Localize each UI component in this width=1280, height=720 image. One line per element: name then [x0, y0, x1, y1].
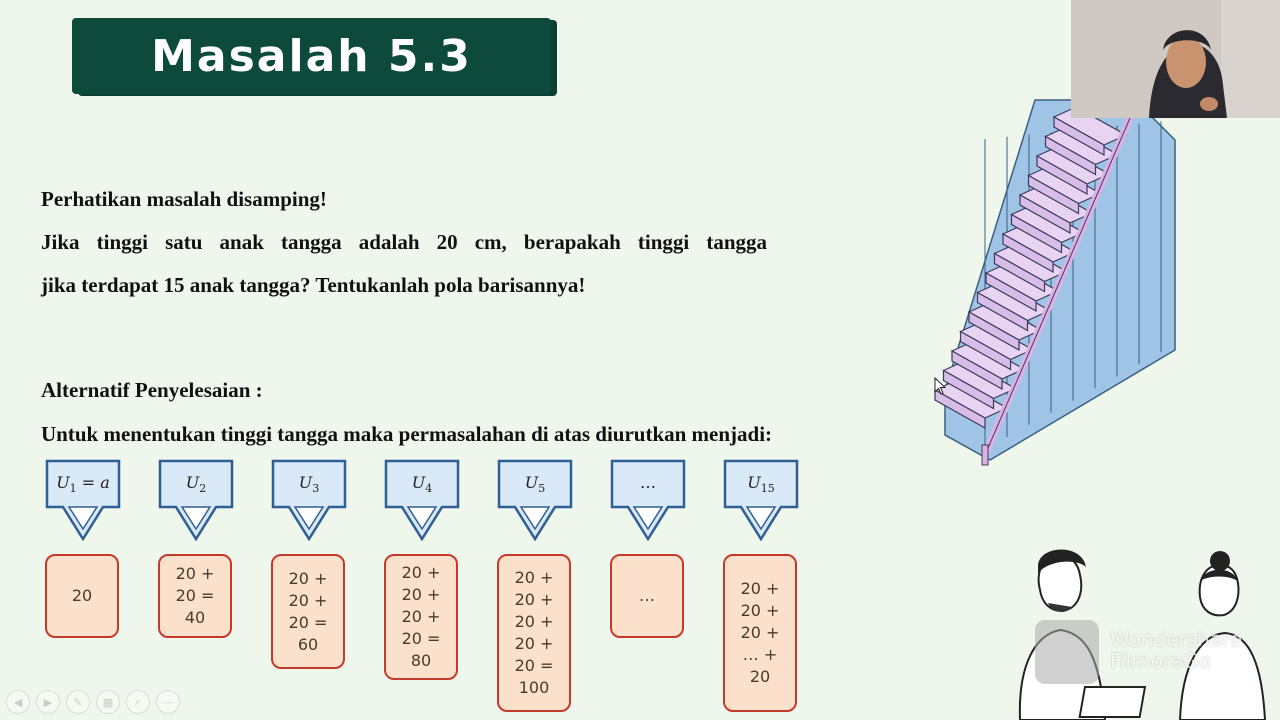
slides-icon[interactable]: ▦ — [96, 690, 120, 714]
term-column — [45, 459, 121, 605]
problem-line-2: Jika tinggi satu anak tangga adalah 20 cm, berapakah tinggi tangga — [41, 230, 767, 254]
watermark — [1110, 628, 1242, 672]
more-icon[interactable]: ⋯ — [156, 690, 180, 714]
next-icon[interactable]: ▶ — [36, 690, 60, 714]
solution-heading: Alternatif Penyelesaian : — [41, 378, 263, 402]
term-label: $U_2$ — [185, 473, 207, 496]
title-banner — [72, 18, 551, 94]
term-label: $U_4$ — [411, 473, 433, 496]
term-arrow — [384, 459, 460, 541]
term-value-box: 20 — [45, 554, 119, 638]
webcam-overlay — [1071, 0, 1280, 118]
term-value-box: … — [610, 554, 684, 638]
term-label: $U_3$ — [298, 473, 320, 496]
term-value-box: 20 + 20 + 20 + 20 = 80 — [384, 554, 458, 680]
term-arrow — [45, 459, 121, 541]
term-value-box: 20 + 20 + 20 + … + 20 — [723, 554, 797, 712]
term-label: $U_5$ — [524, 473, 546, 496]
term-value-box: 20 + 20 + 20 = 60 — [271, 554, 345, 669]
term-arrow — [610, 459, 686, 541]
term-column — [497, 459, 573, 697]
term-column — [610, 459, 686, 605]
term-value-box: 20 + 20 = 40 — [158, 554, 232, 638]
term-column — [271, 459, 347, 654]
term-column — [723, 459, 799, 686]
prev-icon[interactable]: ◀ — [6, 690, 30, 714]
problem-line-3: jika terdapat 15 anak tangga? Tentukanlah pola barisannya! — [41, 273, 586, 297]
slide-title: Masalah 5.3 — [151, 30, 472, 82]
mouse-cursor-icon — [934, 377, 946, 395]
watermark-line-2: FilmoraGo — [1110, 649, 1212, 673]
term-label: $U_1 = a$ — [56, 473, 110, 496]
term-column — [158, 459, 234, 627]
zoom-icon[interactable]: ⌕ — [126, 690, 150, 714]
solution-intro: Untuk menentukan tinggi tangga maka permasalahan di atas diurutkan menjadi: — [41, 422, 773, 446]
presentation-controls — [6, 690, 180, 714]
term-column — [384, 459, 460, 670]
filmora-logo — [1035, 620, 1099, 684]
pen-icon[interactable]: ✎ — [66, 690, 90, 714]
term-value-box: 20 + 20 + 20 + 20 + 20 = 100 — [497, 554, 571, 712]
term-label: … — [640, 473, 656, 492]
watermark-line-1: Wondershare — [1110, 627, 1243, 651]
presenter-avatar — [1071, 0, 1280, 118]
problem-line-1: Perhatikan masalah disamping! — [41, 187, 327, 211]
staircase-illustration — [925, 60, 1185, 470]
term-label: $U_{15}$ — [747, 473, 775, 496]
term-arrow — [497, 459, 573, 541]
term-arrow — [723, 459, 799, 541]
term-arrow — [271, 459, 347, 541]
term-arrow — [158, 459, 234, 541]
